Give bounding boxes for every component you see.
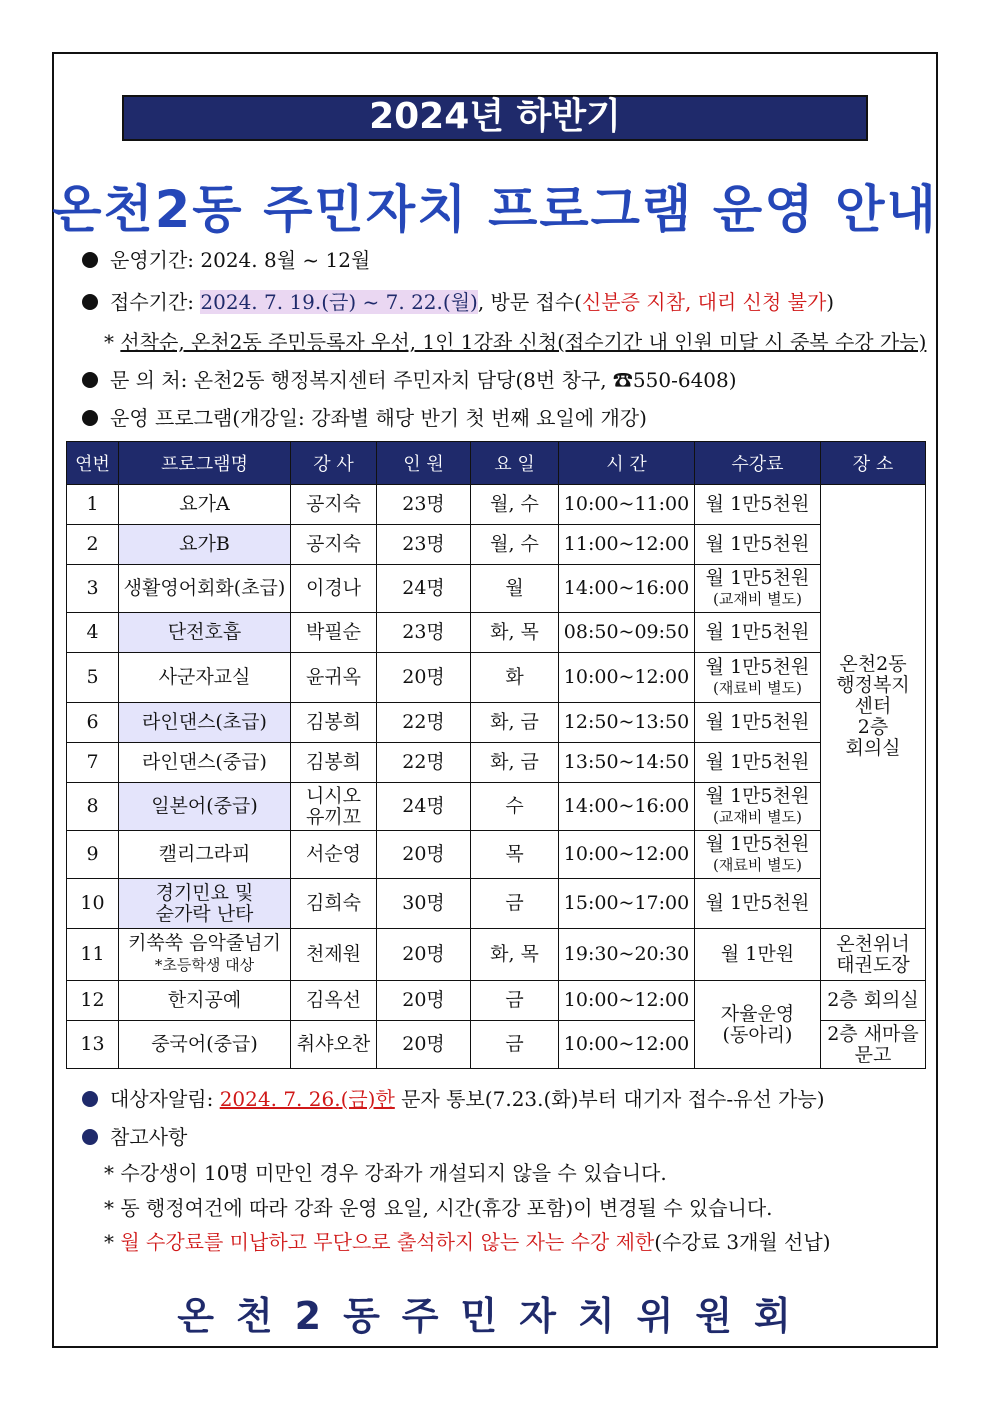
cell-fee xyxy=(695,653,821,703)
cell-time: 10:00~12:00 xyxy=(559,831,695,879)
cell-name xyxy=(119,929,291,981)
cell-name xyxy=(119,783,291,831)
cell-fee xyxy=(695,743,821,783)
notice-notify xyxy=(82,1083,825,1112)
cell-count: 22명 xyxy=(377,743,471,783)
cell-days: 화 xyxy=(471,653,559,703)
cell-teacher: 취샤오찬 xyxy=(291,1021,377,1069)
bullet-icon xyxy=(82,372,98,388)
cell-count: 20명 xyxy=(377,653,471,703)
footer-committee: 온천2동주민자치위원회 xyxy=(177,1294,813,1338)
table-row xyxy=(67,613,926,653)
cell-fee xyxy=(695,485,821,525)
info-programs-heading xyxy=(82,402,647,431)
cell-teacher: 서순영 xyxy=(291,831,377,879)
cell-no: 12 xyxy=(67,981,119,1021)
header-count: 인 원 xyxy=(377,442,471,485)
fee-amount: 월 1만5천원 xyxy=(705,892,810,914)
header-teacher: 강 사 xyxy=(291,442,377,485)
program-name: 한지공예 xyxy=(167,989,242,1011)
program-name: 일본어(중급) xyxy=(151,795,258,817)
cell-days: 월, 수 xyxy=(471,525,559,565)
cell-count: 24명 xyxy=(377,783,471,831)
header-fee: 수강료 xyxy=(695,442,821,485)
program-name-note: *초등학생 대상 xyxy=(154,956,255,974)
fee-amount: 월 1만5천원 xyxy=(705,751,810,773)
cell-time: 11:00~12:00 xyxy=(559,525,695,565)
cell-days: 금 xyxy=(471,879,559,929)
ref3-star: * xyxy=(104,1230,121,1254)
cell-name xyxy=(119,981,291,1021)
cell-days: 수 xyxy=(471,783,559,831)
programs-heading-text: 운영 프로그램(개강일: 강좌별 해당 반기 첫 번째 요일에 개강) xyxy=(110,406,647,430)
cell-fee xyxy=(695,703,821,743)
table-header-row xyxy=(67,442,926,485)
header-no: 연번 xyxy=(67,442,119,485)
cell-count: 20명 xyxy=(377,831,471,879)
ref-heading-text: 참고사항 xyxy=(110,1125,188,1149)
cell-time: 19:30~20:30 xyxy=(559,929,695,981)
program-name: 라인댄스(중급) xyxy=(142,751,267,773)
cell-days: 금 xyxy=(471,1021,559,1069)
info-period xyxy=(82,244,370,273)
cell-days: 월, 수 xyxy=(471,485,559,525)
table-row xyxy=(67,565,926,613)
period-text: 운영기간: 2024. 8월 ~ 12월 xyxy=(110,248,371,272)
cell-no: 9 xyxy=(67,831,119,879)
header-time: 시 간 xyxy=(559,442,695,485)
cell-teacher: 니시오 유끼꼬 xyxy=(291,783,377,831)
cell-count: 23명 xyxy=(377,525,471,565)
table-row xyxy=(67,653,926,703)
cell-teacher: 김봉희 xyxy=(291,743,377,783)
cell-count: 23명 xyxy=(377,485,471,525)
cell-no: 13 xyxy=(67,1021,119,1069)
fee-note: (교재비 별도) xyxy=(713,807,802,826)
table-row xyxy=(67,783,926,831)
program-name: 단전호흡 xyxy=(167,621,242,643)
cell-time: 10:00~11:00 xyxy=(559,485,695,525)
cell-no: 7 xyxy=(67,743,119,783)
cell-teacher: 공지숙 xyxy=(291,485,377,525)
cell-no: 6 xyxy=(67,703,119,743)
program-name: 생활영어회화(초급) xyxy=(123,577,286,599)
cell-count: 23명 xyxy=(377,613,471,653)
cell-name xyxy=(119,525,291,565)
cell-fee xyxy=(695,565,821,613)
bullet-icon xyxy=(82,1091,98,1107)
cell-name xyxy=(119,831,291,879)
cell-place-main: 온천2동 행정복지 센터 2층 회의실 xyxy=(821,485,926,929)
fee-amount: 월 1만5천원 xyxy=(705,493,810,515)
cell-name xyxy=(119,879,291,929)
cell-teacher: 김옥선 xyxy=(291,981,377,1021)
program-name: 캘리그라피 xyxy=(158,843,251,865)
cell-fee xyxy=(695,929,821,981)
reception-label: 접수기간: xyxy=(110,290,201,314)
cell-fee-club: 자율운영 (동아리) xyxy=(695,981,821,1069)
reception-mid: , 방문 접수( xyxy=(477,290,582,314)
fee-amount: 월 1만5천원 xyxy=(705,621,810,643)
table-row xyxy=(67,929,926,981)
cell-teacher: 이경나 xyxy=(291,565,377,613)
ref-item-3 xyxy=(104,1226,831,1255)
cell-name xyxy=(119,703,291,743)
cell-time: 15:00~17:00 xyxy=(559,879,695,929)
program-name: 요가B xyxy=(179,533,230,555)
fee-amount: 월 1만원 xyxy=(720,943,795,965)
fee-amount: 월 1만5천원 xyxy=(705,566,810,589)
cell-count: 30명 xyxy=(377,879,471,929)
cell-teacher: 공지숙 xyxy=(291,525,377,565)
cell-days: 금 xyxy=(471,981,559,1021)
cell-name xyxy=(119,1021,291,1069)
cell-fee xyxy=(695,783,821,831)
cell-time: 08:50~09:50 xyxy=(559,613,695,653)
cell-count: 20명 xyxy=(377,1021,471,1069)
notify-rest: 문자 통보(7.23.(화)부터 대기자 접수-유선 가능) xyxy=(394,1087,825,1111)
cell-fee xyxy=(695,879,821,929)
cell-days: 화, 금 xyxy=(471,703,559,743)
cell-fee xyxy=(695,613,821,653)
notify-date: 2024. 7. 26.(금)한 xyxy=(219,1087,395,1111)
fee-amount: 월 1만5천원 xyxy=(705,832,810,855)
info-reception xyxy=(82,286,834,315)
program-name: 키쑥쑥 음악줄넘기 xyxy=(128,932,281,954)
cell-name xyxy=(119,485,291,525)
contact-text: 문 의 처: 온천2동 행정복지센터 주민자치 담당(8번 창구, ☎550-6408) xyxy=(110,368,737,392)
cell-name xyxy=(119,743,291,783)
fee-note: (재료비 별도) xyxy=(713,855,802,874)
info-note xyxy=(104,326,926,355)
cell-teacher: 김희숙 xyxy=(291,879,377,929)
cell-teacher: 박필순 xyxy=(291,613,377,653)
cell-no: 10 xyxy=(67,879,119,929)
cell-name xyxy=(119,613,291,653)
cell-count: 22명 xyxy=(377,703,471,743)
ref3-rest: (수강료 3개월 선납) xyxy=(654,1230,831,1254)
reception-warning: 신분증 지참, 대리 신청 불가 xyxy=(581,290,827,314)
header-days: 요 일 xyxy=(471,442,559,485)
cell-teacher: 윤귀옥 xyxy=(291,653,377,703)
cell-days: 월 xyxy=(471,565,559,613)
cell-time: 14:00~16:00 xyxy=(559,783,695,831)
fee-note: (교재비 별도) xyxy=(713,589,802,608)
cell-time: 12:50~13:50 xyxy=(559,703,695,743)
cell-days: 화, 목 xyxy=(471,929,559,981)
header-name: 프로그램명 xyxy=(119,442,291,485)
cell-teacher: 천제원 xyxy=(291,929,377,981)
cell-place: 온천위너 태권도장 xyxy=(821,929,926,981)
program-name: 라인댄스(초급) xyxy=(142,711,267,733)
fee-amount: 월 1만5천원 xyxy=(705,784,810,807)
note-star: * xyxy=(104,330,121,354)
table-row xyxy=(67,525,926,565)
header-place: 장 소 xyxy=(821,442,926,485)
info-contact xyxy=(82,364,737,393)
fee-amount: 월 1만5천원 xyxy=(705,533,810,555)
program-table xyxy=(66,441,926,1069)
notify-label: 대상자알림: xyxy=(110,1087,220,1111)
note-text: 선착순, 온천2동 주민등록자 우선, 1인 1강좌 신청(접수기간 내 인원 미달 시 중복 수강 가능) xyxy=(120,330,927,354)
cell-days: 화, 금 xyxy=(471,743,559,783)
bullet-icon xyxy=(82,294,98,310)
table-row xyxy=(67,703,926,743)
page-title: 온천2동 주민자치 프로그램 운영 안내 xyxy=(52,181,938,240)
cell-no: 2 xyxy=(67,525,119,565)
ref-item-1: * 수강생이 10명 미만인 경우 강좌가 개설되지 않을 수 있습니다. xyxy=(104,1161,667,1185)
table-row xyxy=(67,743,926,783)
period-banner: 2024년 하반기 xyxy=(122,95,868,141)
cell-days: 목 xyxy=(471,831,559,879)
cell-count: 24명 xyxy=(377,565,471,613)
fee-amount: 월 1만5천원 xyxy=(705,711,810,733)
cell-no: 5 xyxy=(67,653,119,703)
cell-fee xyxy=(695,525,821,565)
cell-fee xyxy=(695,831,821,879)
cell-name xyxy=(119,565,291,613)
cell-count: 20명 xyxy=(377,981,471,1021)
ref-item-2: * 동 행정여건에 따라 강좌 운영 요일, 시간(휴강 포함)이 변경될 수 있습니다. xyxy=(104,1196,773,1220)
cell-teacher: 김봉희 xyxy=(291,703,377,743)
bullet-icon xyxy=(82,1129,98,1145)
cell-time: 10:00~12:00 xyxy=(559,653,695,703)
cell-name xyxy=(119,653,291,703)
program-name: 사군자교실 xyxy=(158,666,251,688)
ref3-warning: 월 수강료를 미납하고 무단으로 출석하지 않는 자는 수강 제한 xyxy=(120,1230,655,1254)
table-row xyxy=(67,981,926,1021)
cell-count: 20명 xyxy=(377,929,471,981)
cell-place: 2층 회의실 xyxy=(821,981,926,1021)
cell-no: 1 xyxy=(67,485,119,525)
program-name: 경기민요 및 숟가락 난타 xyxy=(155,881,254,925)
program-name: 요가A xyxy=(179,493,230,515)
cell-place: 2층 새마을 문고 xyxy=(821,1021,926,1069)
cell-days: 화, 목 xyxy=(471,613,559,653)
reception-end: ) xyxy=(826,290,835,314)
cell-no: 3 xyxy=(67,565,119,613)
reception-dates: 2024. 7. 19.(금) ~ 7. 22.(월) xyxy=(200,290,478,314)
cell-no: 11 xyxy=(67,929,119,981)
cell-no: 8 xyxy=(67,783,119,831)
cell-time: 13:50~14:50 xyxy=(559,743,695,783)
cell-time: 14:00~16:00 xyxy=(559,565,695,613)
fee-amount: 월 1만5천원 xyxy=(705,655,810,678)
table-row xyxy=(67,831,926,879)
table-row xyxy=(67,879,926,929)
program-name: 중국어(중급) xyxy=(151,1033,258,1055)
cell-time: 10:00~12:00 xyxy=(559,981,695,1021)
notice-ref-heading xyxy=(82,1121,187,1150)
bullet-icon xyxy=(82,252,98,268)
cell-no: 4 xyxy=(67,613,119,653)
bullet-icon xyxy=(82,410,98,426)
cell-time: 10:00~12:00 xyxy=(559,1021,695,1069)
table-row xyxy=(67,485,926,525)
fee-note: (재료비 별도) xyxy=(713,678,802,697)
